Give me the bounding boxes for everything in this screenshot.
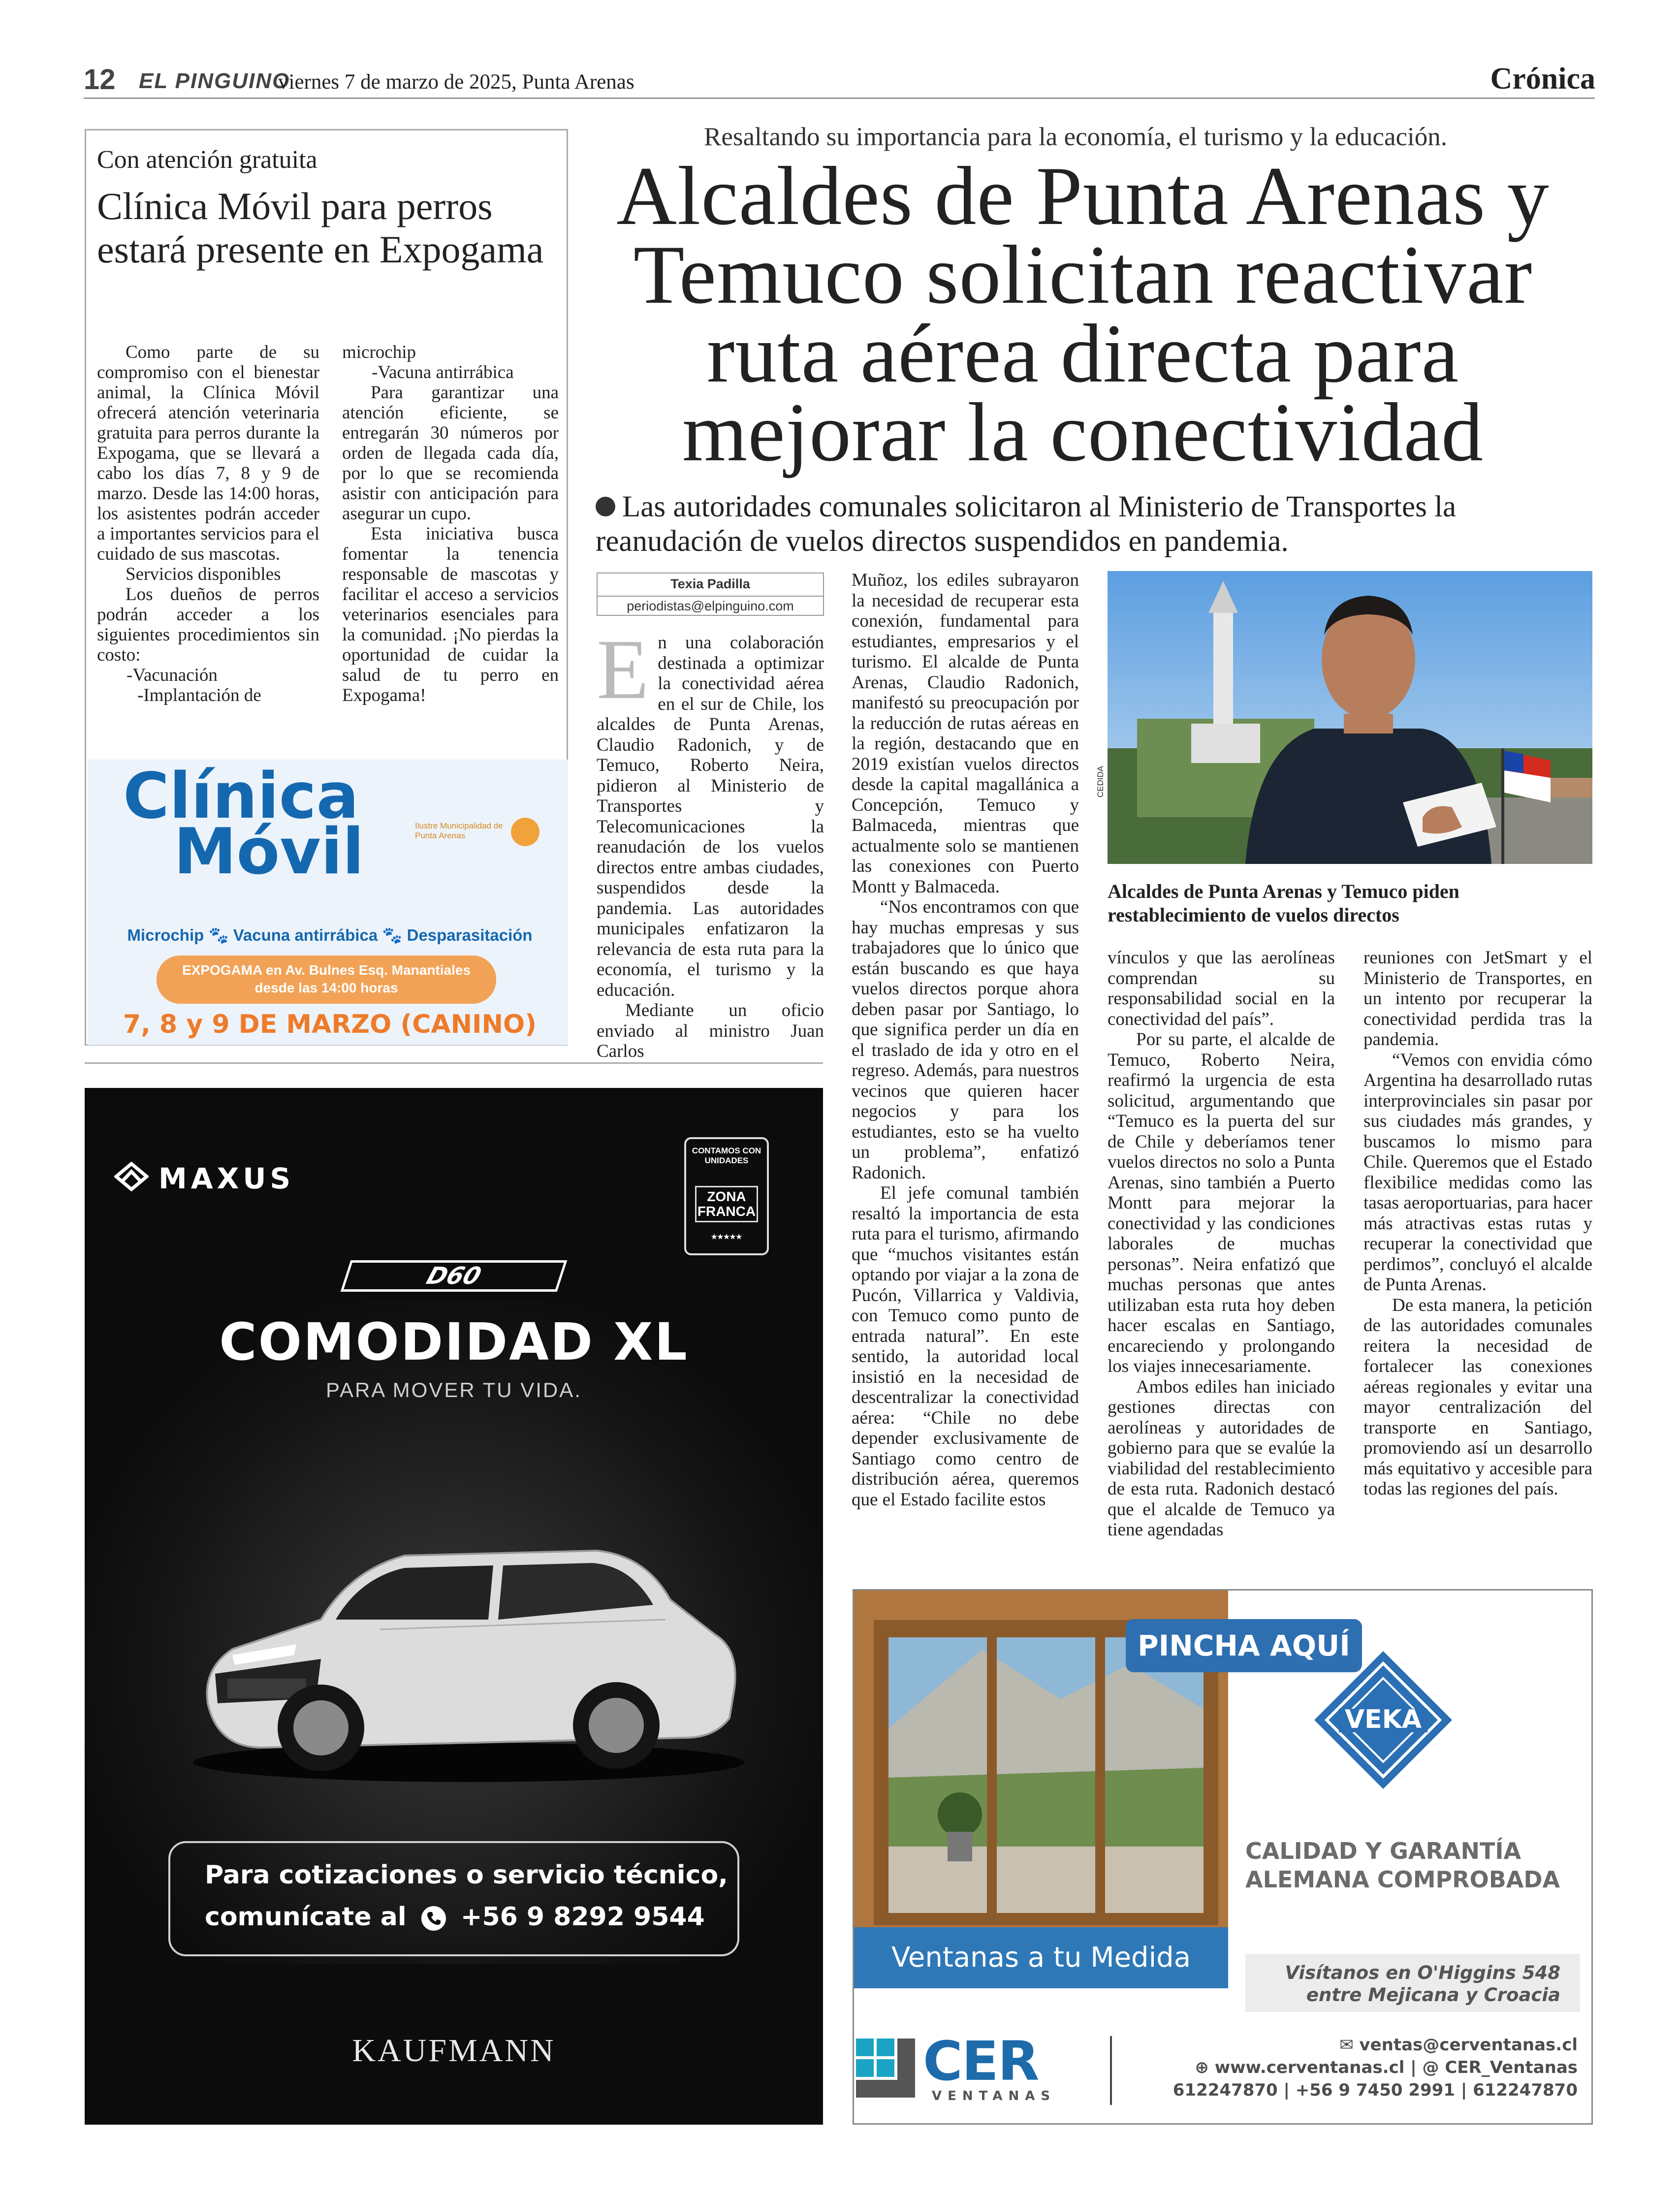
column-divider [85,1062,823,1064]
list-item: -Implantación de [137,685,261,705]
article-headline: Alcaldes de Punta Arenas y Temuco solicitan reactivar ruta aérea directa para mejorar la conectividad [616,150,1550,478]
zona-franca-badge [684,1137,769,1255]
veka-tagline [1245,1837,1570,1894]
paragraph: Mediante un oficio enviado al ministro Juan Carlos [597,1000,824,1061]
paragraph: “Nos encontramos con que hay muchas empresas y sus trabajadores que lo único que están buscando es que haya vuelos directos porque ahora deben pasar por Santiago, lo que significa perder un día en el traslado de ida y otro en el regreso. Además, para nuestros vecinos que quieren hacer negocios y para los estudiantes, esto se ha vuelto un problema”, enfatizó Radonich. [852,897,1079,1183]
municipality-logo-text: Ilustre Municipalidad de Punta Arenas [415,821,503,840]
byline-author: Texia Padilla [670,576,750,591]
photo-caption: Alcaldes de Punta Arenas y Temuco piden restablecimiento de vuelos directos [1108,880,1459,926]
location-line: EXPOGAMA en Av. Bulnes Esq. Manantiales [182,962,471,978]
header-divider [84,97,1595,99]
cer-logo: CER [923,2030,1039,2093]
page-number: 12 [84,64,116,96]
list-item: -Vacuna antirrábica [372,362,514,382]
date-line: viernes 7 de marzo de 2025, Punta Arenas [278,70,634,94]
pincha-aqui-button[interactable]: PINCHA AQUÍ [1126,1619,1362,1672]
paragraph-text: n una colaboración destinada a optimizar la conectividad aérea en el sur de Chile, los alcaldes de Punta Arenas, Claudio Radonich, y de Temuco, Roberto Neira, pidieron al Ministerio de Transportes y Telecomunicaciones la reanudación de los vuelos directos entre ambas ciudades, suspendidos desde la pandemia. Las autoridades municipales enfatizaron la relevancia de esta ruta para la economía, el turismo y la educación. [597,633,824,1000]
clinica-wordmark: Clínica [123,760,359,833]
clinic-kicker: Con atención gratuita [97,146,317,174]
maxus-logo-icon [114,1162,149,1191]
contact-line-2 [205,1902,705,1932]
article-column-1 [597,622,824,1062]
web-text: www.cerventanas.cl | @ CER_Ventanas [1214,2058,1578,2077]
list-item: -Vacunación [127,665,218,685]
subheading: Servicios disponibles [126,564,281,584]
mayor-photo-image [1108,571,1592,864]
movil-wordmark: Móvil [174,815,364,889]
article-column-3 [1108,948,1335,1540]
drop-cap: E [597,622,649,717]
cer-logo-icon [856,2039,915,2098]
badge-top-text: CONTAMOS CON UNIDADES [692,1146,761,1165]
clinic-title: Clínica Móvil para perros estará presente en Expogama [97,185,544,271]
lead-text: Las autoridades comunales solicitaron al Ministerio de Transportes la reanudación de vuelos directos suspendidos en pandemia. [596,490,1457,558]
cer-contact [1135,2034,1578,2102]
paragraph: reuniones con JetSmart y el Ministerio de Transportes, en un intento por recuperar la conectividad perdida tras la pandemia. [1363,948,1592,1050]
paragraph: Como parte de su compromiso con el bienestar animal, la Clínica Móvil ofrecerá atención veterinaria gratuita para perros durante la Expogama, que se llevará a cabo los días 7, 8 y 9 de marzo. Desde las 14:00 horas, los asistentes podrán acceder a importantes servicios para el cuidado de sus mascotas. [97,342,319,564]
paragraph: El jefe comunal también resaltó la importancia de esta ruta para el turismo, afirmando que “muchos visitantes están optando por viajar a la zona de Pucón, Villarrica y Valdivia, con Temuco como punto de entrada natural”. En este sentido, la autoridad local insistió en la necesidad de descentralizar la conectividad aérea: “Chile no debe depender exclusivamente de Santiago como centro de distribución aérea, queremos que el Estado facilite estos [852,1183,1079,1510]
paragraph: Los dueños de perros podrán acceder a los siguientes procedimientos sin costo: [97,584,319,665]
ad-headline: COMODIDAD XL [219,1312,689,1372]
byline-box [597,573,824,616]
article-column-2 [852,570,1079,1510]
paragraph: “Vemos con envidia cómo Argentina ha desarrollado rutas interprovinciales sin pasar por sus ciudades más grandes, y buscamos lo mismo para Chile. Queremos que el Estado flexibilice medidas como las tasas aeroportuarias, para hacer más atractivas estas rutas y recuperar la conectividad que perdimos”, concluyó el alcalde de Punta Arenas. [1363,1050,1592,1295]
address-line-2: entre Mejicana y Croacia [1306,1984,1560,2006]
cer-web[interactable] [1135,2056,1578,2079]
contact-line-1: Para cotizaciones o servicio técnico, [205,1860,728,1890]
phone-number[interactable]: +56 9 8292 9544 [460,1902,705,1932]
ventanas-banner: Ventanas a tu Medida [854,1927,1228,1988]
paragraph [597,622,824,1000]
clinic-article-box [85,129,568,1046]
article-lead [596,490,1595,559]
maxus-logo: MAXUS [158,1162,295,1195]
badge-stars: ★★★★★ [711,1233,742,1241]
veka-brand: VEKA [1344,1705,1422,1734]
contact-prefix: comunícate al [205,1902,407,1932]
paragraph: Muñoz, los ediles subrayaron la necesidad de recuperar esta conexión, fundamental para estudiantes, empresarios y el turismo. El alcalde de Punta Arenas, Claudio Radonich, manifestó su preocupación por la reducción de rutas aéreas en la región, destacando que en 2019 existían vuelos directos desde la capital magallánica a Concepción, Temuco y Balmaceda, mientras que actualmente solo se mantienen las conexiones con Puerto Montt y Balmaceda. [852,570,1079,897]
address-line-1: Visítanos en O'Higgins 548 [1285,1962,1560,1983]
cer-phones: 612247870 | +56 9 7450 2991 | 612247870 [1173,2080,1578,2100]
tagline-line-2: ALEMANA COMPROBADA [1245,1866,1560,1893]
suv-car-image [173,1472,764,1787]
maxus-ad[interactable] [85,1088,823,2125]
cer-email[interactable] [1135,2034,1578,2056]
paragraph: Por su parte, el alcalde de Temuco, Roberto Neira, reafirmó la urgencia de esta solicitud, argumentando que “Temuco es la puerta del sur de Chile y deberíamos tener vuelos directos no solo a Punta Arenas, sino también a Puerto Montt para mejorar la conectividad y las condiciones laborales de muchas personas”. Neira enfatizó que muchas personas que antes utilizaban esta ruta hoy deben hacer escalas en Santiago, encareciendo y prolongando los viajes innecesariamente. [1108,1029,1335,1376]
model-badge: D60 [341,1260,568,1292]
newspaper-logo: EL PINGUINO [139,69,290,93]
paragraph: Ambos ediles han iniciado gestiones directas con aerolíneas y autoridades de gobierno para que se evalúe la viabilidad del restablecimiento de esta ruta. Radonich destacó que el alcalde de Temuco ya tiene agendadas [1108,1376,1335,1540]
article-kicker: Resaltando su importancia para la economía, el turismo y la educación. [704,123,1447,151]
article-photo [1108,571,1592,864]
services-list: Microchip 🐾 Vacuna antirrábica 🐾 Desparasitación [127,926,533,944]
paragraph: De esta manera, la petición de las autoridades comunales reitera la necesidad de fortalecer las conexiones aéreas regionales y evitar una mayor centralización del transporte en Santiago, promoviendo así un desarrollo más equitativo y accesible para todas las regiones del país. [1363,1295,1592,1499]
municipality-emblem-icon [511,818,539,846]
paragraph: Esta iniciativa busca fomentar la tenencia responsable de mascotas y facilitar el acceso a servicios veterinarios esenciales para la comunidad. ¡No pierdas la oportunidad de cuidar la salud de tu perro en Expogama! [342,524,559,705]
location-pill [157,956,496,1004]
paragraph: Para garantizar una atención eficiente, se entregarán 30 números por orden de llegada cada día, por lo que se recomienda asistir con anticipación para asegurar un cupo. [342,382,559,524]
list-item: microchip [342,342,416,362]
mail-icon: ✉ [1339,2035,1360,2055]
byline-email[interactable]: periodistas@elpinguino.com [598,596,823,614]
photo-credit: CEDIDA [1096,765,1105,797]
cer-divider [1110,2036,1112,2105]
time-line: desde las 14:00 horas [254,980,398,995]
email-text: ventas@cerventanas.cl [1359,2035,1578,2055]
bullet-icon [596,497,615,516]
section-title: Crónica [1490,62,1595,96]
ad-subline: PARA MOVER TU VIDA. [326,1378,582,1402]
address-box [1245,1954,1580,2012]
cer-sub: VENTANAS [932,2089,1056,2103]
paragraph: vínculos y que las aerolíneas comprendan su responsabilidad social en la conectividad del país”. [1108,948,1335,1029]
clinic-column-1 [97,342,319,705]
tagline-line-1: CALIDAD Y GARANTÍA [1245,1838,1522,1864]
phone-icon [420,1905,447,1932]
clinica-movil-ad[interactable] [88,760,568,1045]
clinic-column-2 [342,342,559,705]
badge-zona-franca: ZONA FRANCA [695,1186,758,1222]
contact-box [168,1841,739,1956]
globe-icon: ⊕ [1195,2058,1215,2077]
veka-cer-ad[interactable] [853,1589,1593,2125]
event-dates: 7, 8 y 9 DE MARZO (CANINO) [123,1010,537,1039]
dealer-logo: KAUFMANN [352,2033,556,2069]
article-column-4 [1363,948,1592,1499]
